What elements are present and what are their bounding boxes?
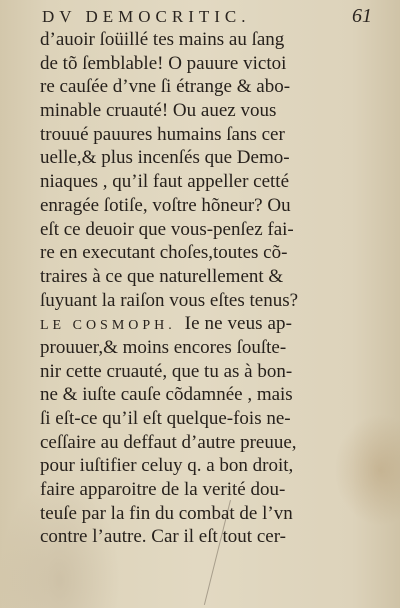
text-line: ſi eſt-ce qu’il eſt quelque-fois ne- xyxy=(40,408,291,429)
text-line: teuſe par la fin du combat de l’vn xyxy=(40,502,293,524)
text-line: contre l’autre. Car il eſt tout cer- xyxy=(40,526,286,548)
text-line: nir cette cruauté, que tu as à bon- xyxy=(40,360,293,382)
text-line: enragée ſotiſe, voſtre hõneur? Ou xyxy=(40,194,291,216)
text-line: ne & iuſte cauſe cõdamnée , mais xyxy=(40,384,293,406)
speaker-line xyxy=(40,312,380,336)
body-text xyxy=(40,28,380,549)
text-line: trouué pauures humains ſans cer xyxy=(40,123,285,145)
text-line: prouuer,& moins encores ſouſte- xyxy=(40,336,287,358)
text-line: pour iuſtifier celuy q. a bon droit, xyxy=(40,455,294,477)
text-line: uelle,& plus incenſés que Demo- xyxy=(40,147,290,169)
speaker-line-text: Ie ne veus ap- xyxy=(184,313,293,335)
text-line: traires à ce que naturellement & xyxy=(40,265,284,287)
text-line: niaques , qu’il faut appeller cetté xyxy=(40,171,290,193)
text-line: minable cruauté! Ou auez vous xyxy=(40,100,277,122)
text-line: re cauſée d’vne ſi étrange & abo- xyxy=(40,76,291,98)
page-header xyxy=(42,4,382,28)
page-number: 61 xyxy=(352,5,372,27)
text-line: eſt ce deuoir que vous-penſez fai- xyxy=(40,218,294,240)
text-line: ſuyuant la raiſon vous eſtes tenus? xyxy=(40,289,299,311)
text-line: de tõ ſemblable! O pauure victoi xyxy=(40,52,287,74)
text-line: faire apparoitre de la verité dou- xyxy=(40,479,286,501)
text-line: re en executant choſes,toutes cõ- xyxy=(40,242,288,264)
text-line: d’auoir ſoüillé tes mains au ſang xyxy=(40,29,285,50)
running-title: DV DEMOCRITIC. xyxy=(42,7,251,26)
text-line: ceſſaire au deffaut d’autre preuue, xyxy=(40,431,297,453)
speaker-label: LE COSMOPH. xyxy=(40,318,176,334)
